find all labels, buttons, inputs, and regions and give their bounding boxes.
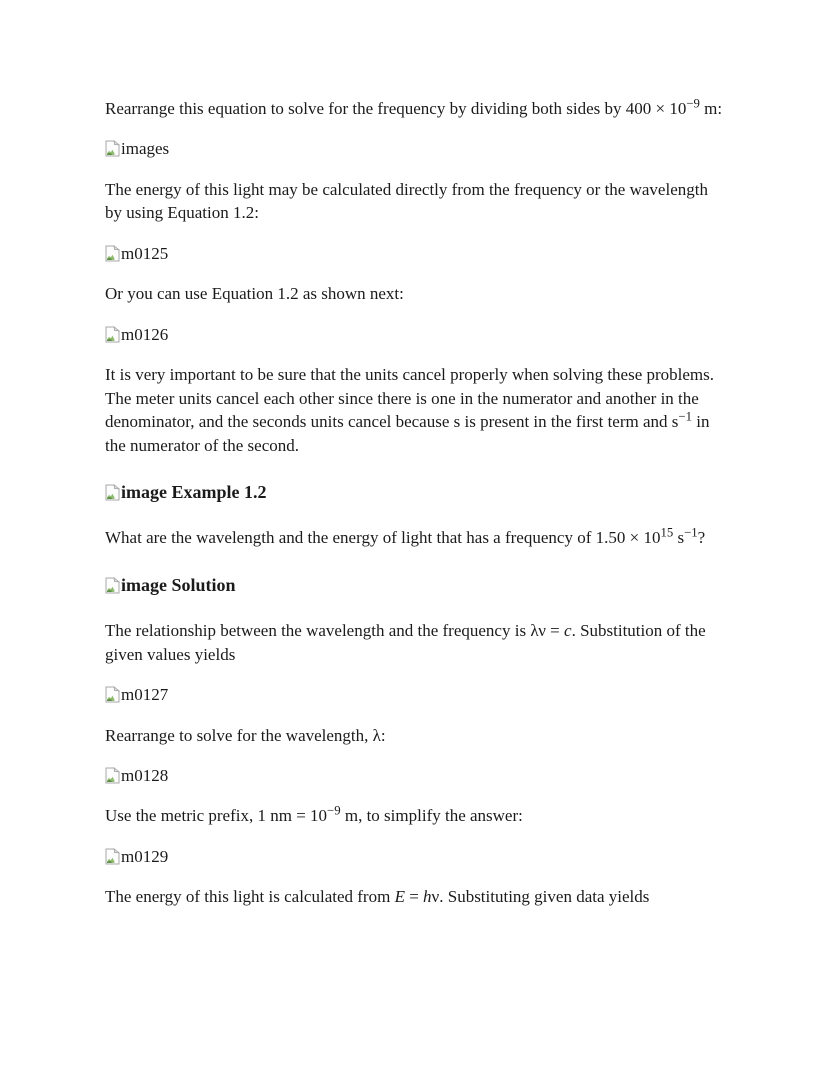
image-placeholder	[105, 137, 723, 160]
broken-image-icon	[105, 245, 120, 262]
paragraph	[105, 526, 723, 549]
broken-image-icon	[105, 140, 120, 157]
text-run: in the numerator of the second.	[105, 412, 710, 455]
italic-text: h	[423, 887, 432, 907]
text-run: The energy of this light is calculated from	[105, 887, 395, 907]
image-alt-text: m0125	[121, 243, 169, 263]
broken-image-icon	[105, 484, 120, 501]
text-run: . Substitution of the given values yields	[105, 621, 706, 664]
image-placeholder	[105, 764, 723, 787]
paragraph	[105, 97, 723, 120]
image-placeholder	[105, 683, 723, 706]
image-alt-text: m0129	[121, 846, 169, 866]
text-run: m, to simplify the answer:	[340, 806, 523, 826]
paragraph	[105, 363, 723, 457]
paragraph	[105, 885, 723, 908]
image-alt-text: m0128	[121, 766, 169, 786]
image-placeholder	[105, 845, 723, 868]
image-placeholder	[105, 323, 723, 346]
broken-image-icon	[105, 577, 120, 594]
image-placeholder	[105, 242, 723, 265]
superscript: −1	[678, 409, 692, 424]
paragraph	[105, 724, 723, 747]
text-run: Or you can use Equation 1.2 as shown next:	[105, 284, 404, 304]
superscript: −9	[686, 96, 700, 111]
text-run: What are the wavelength and the energy of light that has a frequency of 1.50 × 10	[105, 528, 661, 548]
text-run: The energy of this light may be calculated directly from the frequency or the wavelength by using Equation 1.2:	[105, 179, 708, 223]
broken-image-icon	[105, 848, 120, 865]
text-run: Use the metric prefix, 1 nm = 10	[105, 806, 328, 826]
section-heading	[105, 481, 723, 504]
text-run: ν. Substituting given data yields	[431, 887, 650, 907]
broken-image-icon	[105, 767, 120, 784]
superscript: −1	[684, 525, 698, 540]
broken-image-icon	[105, 686, 120, 703]
image-alt-text: m0126	[121, 324, 169, 344]
text-run: Rearrange this equation to solve for the frequency by dividing both sides by 400 × 10	[105, 99, 687, 118]
text-run: ?	[697, 528, 706, 548]
text-run: s	[673, 528, 685, 548]
paragraph	[105, 178, 723, 225]
image-alt-text: image	[121, 481, 167, 502]
paragraph	[105, 619, 723, 666]
image-alt-text: images	[121, 139, 170, 159]
paragraph	[105, 804, 723, 827]
document-content	[105, 97, 723, 909]
text-run: =	[404, 887, 424, 907]
text-run: The relationship between the wavelength and the frequency is λν =	[105, 621, 565, 641]
italic-text: E	[394, 887, 405, 907]
heading-label: Solution	[171, 574, 236, 595]
text-run: m:	[699, 99, 723, 118]
image-alt-text: image	[121, 574, 167, 595]
heading-label: Example 1.2	[171, 481, 267, 502]
broken-image-icon	[105, 326, 120, 343]
superscript: −9	[327, 803, 341, 818]
section-heading	[105, 574, 723, 597]
paragraph	[105, 282, 723, 305]
image-alt-text: m0127	[121, 685, 169, 705]
text-run: Rearrange to solve for the wavelength, λ:	[105, 725, 386, 745]
italic-text: c	[564, 621, 572, 641]
superscript: 15	[660, 525, 674, 540]
text-run: It is very important to be sure that the units cancel properly when solving these problems. The meter units cancel each other since there is one in the numerator and another in the denominator, and the seconds units cancel because s is present in the first term and s	[105, 365, 715, 432]
